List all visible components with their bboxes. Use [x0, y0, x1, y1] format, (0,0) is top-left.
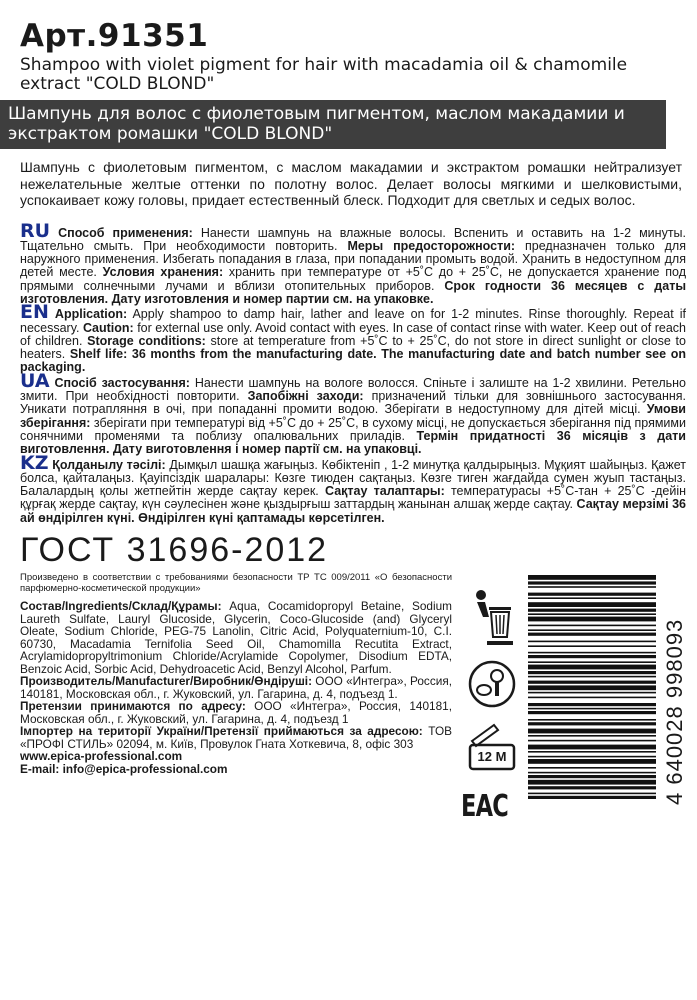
- barcode-bar: [528, 751, 656, 753]
- pao-jar-icon: [466, 721, 518, 773]
- ru-text-3: хранить при температуре от +5˚С до + 25˚С, не допускается хранение под прямыми солнечными лучами и вблизи отопительных приборов.: [20, 265, 686, 293]
- barcode-bar: [528, 697, 656, 699]
- barcode: [528, 573, 688, 851]
- lang-code-ua: UA: [20, 369, 50, 392]
- kz-heading-1: Қолданылу тәсілі:: [52, 457, 166, 472]
- barcode-bar: [528, 676, 656, 678]
- en-heading-2: Caution:: [83, 320, 134, 335]
- barcode-bar: [528, 692, 656, 694]
- barcode-bar: [528, 581, 656, 584]
- en-heading-1: Application:: [54, 307, 128, 322]
- barcode-bar: [528, 711, 656, 714]
- ua-text-3: зберігати при температурі від +5˚С до + 25˚С, в сухому місці, не допускається зберігання під прямими сонячними променями та поблизу опалювальних приладів.: [20, 415, 686, 443]
- barcode-bar: [528, 786, 656, 789]
- lang-code-ru: RU: [20, 219, 51, 242]
- barcode-bar: [528, 641, 656, 643]
- website: www.epica-professional.com: [20, 749, 183, 764]
- barcode-bar: [528, 740, 656, 742]
- recycle-bin-icon: [467, 587, 517, 647]
- gost-standard: ГОСТ 31696-2012: [20, 531, 329, 570]
- lang-code-en: EN: [20, 301, 49, 324]
- barcode-bar: [528, 652, 656, 654]
- kz-text-2: температурасы +5˚С-тан + 25˚С -дейін құрғақ жерде сақтау, күн сәулесінен және қыздырғыш заттардың жанынан алшақ жерде сақтау.: [20, 484, 687, 512]
- eac-label: EAC: [460, 789, 508, 825]
- barcode-bar: [528, 597, 656, 599]
- kz-heading-2: Сақтау талаптары:: [325, 484, 445, 499]
- eac-mark-icon: [461, 789, 524, 824]
- barcode-bar: [528, 593, 656, 596]
- pao-label: 12 M: [477, 749, 507, 765]
- barcode-bar: [528, 708, 656, 710]
- barcode-bar: [528, 661, 656, 663]
- barcode-bar: [528, 629, 656, 631]
- section-en: [20, 301, 686, 375]
- section-ru: [20, 219, 686, 307]
- ua-heading-3: Умови зберігання:: [20, 402, 686, 430]
- barcode-bar: [528, 722, 656, 725]
- barcode-bar: [528, 745, 656, 750]
- en-text-1: Apply shampoo to damp hair, lather and leave on for 1-2 minutes. Rinse thoroughly. Repeat if necessary.: [20, 307, 686, 335]
- manufacturer-text: ООО «Интегра», Россия, 140181, Московская обл., г. Жуковский, ул. Гагарина, д. 4, подъезд 1.: [20, 674, 452, 701]
- barcode-digits: 4 640028 998093: [662, 618, 687, 806]
- ru-text-2: предназначен только для наружного применения. Избегать попадания в глаза, при попадании промыть водой. Хранить в недоступном для детей месте.: [20, 238, 686, 280]
- barcode-bar: [528, 729, 656, 734]
- ua-text-1: Нанести шампунь на вологе волосся. Спіньте і залиште на 1-2 хвилини. Ретельно змити. При необхідності повторити.: [20, 375, 686, 404]
- claims-text: ООО «Интегра», Россия, 140181, Московская обл., г. Жуковский, ул. Гагарина, д. 4, подъезд 1: [20, 699, 452, 726]
- bottom-section: [20, 573, 688, 851]
- barcode-bar: [528, 681, 656, 684]
- section-kz: [20, 451, 687, 525]
- ua-heading-4: Термін придатності 36 місяців з дати виготовлення. Дату виготовлення і номер партії см. на упаковці.: [20, 428, 686, 457]
- email: E-mail: info@epica-professional.com: [20, 761, 228, 776]
- en-heading-4: Shelf life: 36 months from the manufacturing date. The manufacturing date and batch number see on packaging.: [20, 347, 686, 375]
- barcode-bar: [528, 793, 656, 795]
- barcode-bar: [528, 796, 656, 799]
- barcode-bar: [528, 685, 656, 690]
- ru-heading-1: Способ применения:: [58, 225, 193, 240]
- en-heading-3: Storage conditions:: [87, 333, 206, 348]
- barcode-bar: [528, 609, 656, 612]
- barcode-bar: [528, 575, 656, 580]
- ua-heading-1: Спосіб застосування:: [54, 375, 190, 390]
- barcode-bar: [528, 633, 656, 636]
- barcode-bar: [528, 780, 656, 785]
- barcode-bar: [528, 671, 656, 674]
- barcode-bar: [528, 655, 656, 658]
- composition-label: Состав/Ingredients/Склад/Құрамы:: [20, 599, 222, 614]
- label-sheet: [8, 18, 688, 851]
- lang-code-kz: KZ: [20, 451, 49, 474]
- barcode-bar: [528, 756, 656, 758]
- ua-text-2: призначений тільки для зовнішнього застосування. Уникати потрапляння в очі, при попаданні промити водою. Зберігати в недоступному для дітей місці.: [20, 389, 687, 417]
- ru-heading-2: Меры предосторожности:: [347, 238, 516, 253]
- composition: [20, 600, 452, 675]
- barcode-bar: [528, 735, 656, 737]
- kz-text-1: Дымқыл шашқа жағыңыз. Көбіктеніп , 1-2 минутқа қалдырыңыз. Мұқият шайыңыз. Қажет болса, қайталаңыз. Қауіпсіздік шаралары: Көзге тиюден сақтаңыз. Көзге тиген жағдайда сумен жуып тастаңыз. Балалардың қолы жетпейтін жерде сақтау керек.: [20, 457, 687, 499]
- composition-text: Aqua, Cocamidopropyl Betaine, Sodium Laureth Sulfate, Lauryl Glucoside, Glycerin, Coco-Glucoside (and) Glyceryl Oleate, Sodium Chloride, PEG-75 Lanolin, Citric Acid, Polyquaternium-10, C.I. 60730, Macadamia Ternifolia Seed Oil, Chamomilla Recutita Extract, Acrylamidopropyltrimonium Chloride/Acrylamide Copolymer, Disodium EDTA, Benzoic Acid, Sorbic Acid, Dehydroacetic Acid, Benzyl Alcohol, Parfum.: [20, 599, 452, 676]
- importer-text: ТОВ «ПРОФІ СТИЛЬ» 02094, м. Київ, Провулок Гната Хоткевича, 8, офіс 303: [20, 724, 452, 751]
- importer-label: Імпортер на території України/Претензії приймаються за адресою:: [20, 724, 423, 739]
- manufacturer-label: Производитель/Manufacturer/Виробник/Өндіруші:: [20, 674, 313, 689]
- barcode-bar: [528, 586, 656, 588]
- russian-product-title-banner: Шампунь для волос с фиолетовым пигментом, маслом макадамии и экстрактом ромашки "COLD BLOND": [0, 100, 666, 149]
- ru-heading-3: Условия хранения:: [102, 265, 224, 280]
- symbols-column: [462, 573, 522, 851]
- section-ua: [20, 369, 687, 457]
- en-text-3: store at temperature from +5˚C to + 25˚C, do not store in direct sunlight or close to heaters.: [20, 333, 686, 362]
- barcode-bars: [528, 573, 656, 851]
- ru-heading-4: Срок годности 36 месяцев с даты изготовления. Дату изготовления и номер партии см. на упаковке.: [20, 278, 686, 306]
- barcode-bar: [528, 767, 656, 769]
- barcode-bar: [528, 602, 656, 607]
- en-text-2: for external use only. Avoid contact with eyes. In case of contact rinse with water. Keep out of reach of children.: [20, 320, 686, 348]
- compliance-note: Произведено в соответствии с требованиями безопасности ТР ТС 009/2011 «О безопасности парфюмерно-косметической продукции»: [20, 572, 452, 594]
- english-product-title: Shampoo with violet pigment for hair with macadamia oil & chamomile extract "COLD BLOND": [20, 55, 628, 94]
- claims-label: Претензии принимаются по адресу:: [20, 699, 246, 714]
- ua-heading-2: Запобіжні заходи:: [247, 389, 364, 404]
- barcode-bar: [528, 625, 656, 627]
- barcode-bar: [528, 719, 656, 721]
- article-number: Арт.91351: [20, 18, 209, 54]
- ru-text-1: Нанести шампунь на влажные волосы. Вспенить и оставить на 1-2 минуты. Тщательно смыть. При необходимости повторить.: [20, 225, 686, 253]
- legal-details: [20, 600, 452, 775]
- barcode-bar: [528, 645, 656, 647]
- barcode-bar: [528, 617, 656, 622]
- barcode-bar: [528, 613, 656, 615]
- barcode-bar: [528, 772, 656, 774]
- usage-instructions: [20, 219, 687, 526]
- manufacturer: [20, 675, 452, 700]
- barcode-bar: [528, 665, 656, 670]
- claims-address: [20, 700, 452, 725]
- cosmetic-product-icon: [467, 659, 517, 709]
- barcode-bar: [528, 703, 656, 706]
- kz-heading-3: Сақтау мерзімі 36 ай өндірілген күні. Өндірілген күні қаптамады көрсетілген.: [20, 497, 687, 525]
- importer: [20, 725, 452, 750]
- barcode-bar: [528, 759, 656, 764]
- product-description: Шампунь с фиолетовым пигментом, с маслом макадамии и экстрактом ромашки нейтрализует нежелательные желтые оттенки по полотну волос. Делает волосы мягкими и шелковистыми, успокаивает кожу головы, придает естественный блеск. Подходит для светлых и седых волос.: [20, 159, 682, 208]
- barcode-bar: [528, 775, 656, 778]
- legal-info-column: [20, 573, 452, 851]
